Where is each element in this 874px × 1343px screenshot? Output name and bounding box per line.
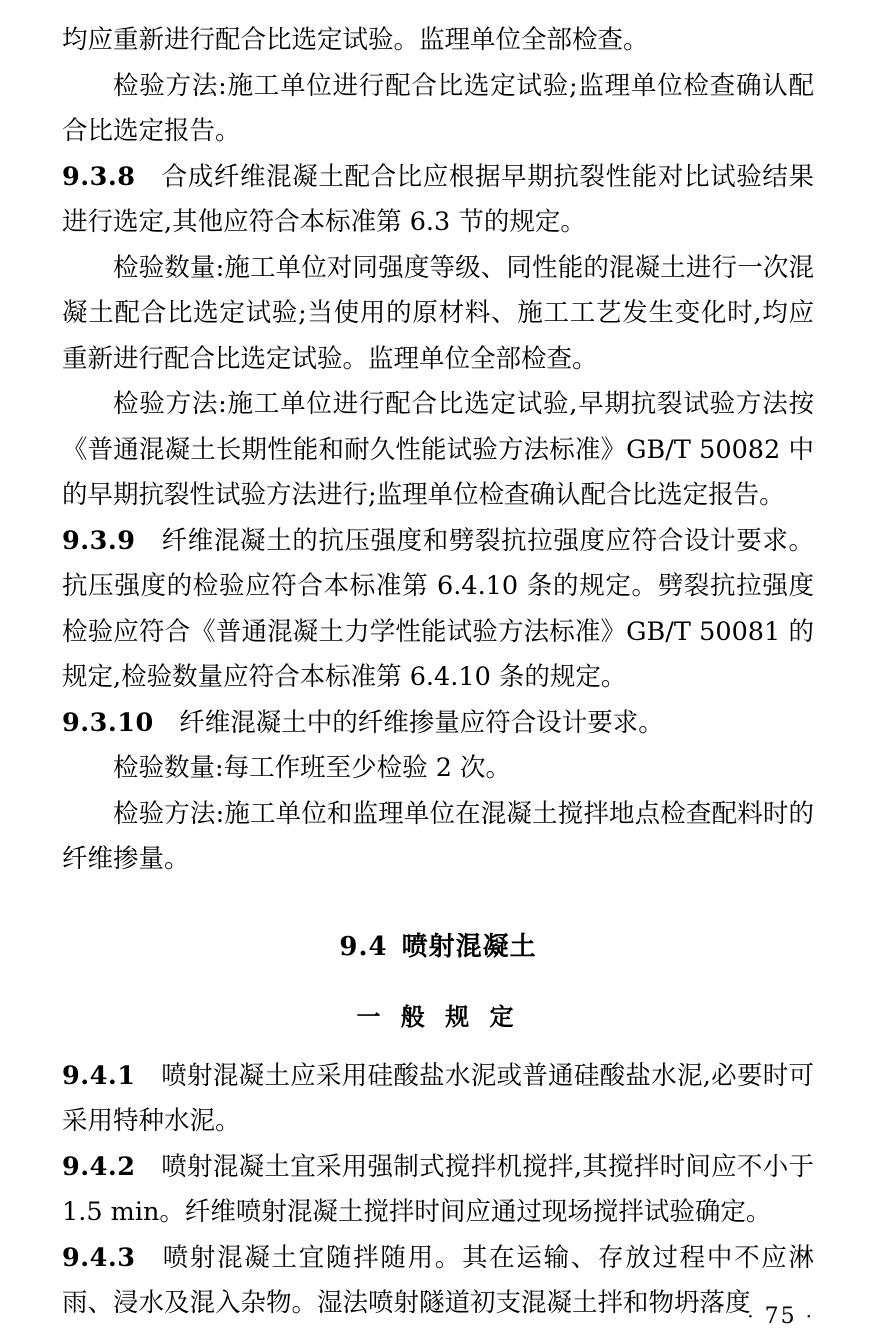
clause-text-9-4-1: 喷射混凝土应采用硅酸盐水泥或普通硅酸盐水泥,必要时可采用特种水泥。 (62, 1060, 814, 1136)
clause-9-3-8 (62, 155, 814, 246)
clause-text-9-3-9: 纤维混凝土的抗压强度和劈裂抗拉强度应符合设计要求。抗压强度的检验应符合本标准第 6.4.10 条的规定。劈裂抗拉强度检验应符合《普通混凝土力学性能试验方法标准》GB/T 50081 的规定,检验数量应符合本标准第 6.4.10 条的规定。 (62, 525, 814, 692)
clause-9-4-3 (62, 1236, 814, 1327)
paragraph-inspection-quantity-2: 检验数量:每工作班至少检验 2 次。 (113, 753, 512, 783)
clause-number-9-4-2: 9.4.2 (62, 1151, 136, 1182)
clause-number-9-4-3: 9.4.3 (62, 1242, 136, 1273)
footer-right-dot: · (805, 1304, 814, 1328)
clause-text-9-4-2: 喷射混凝土宜采用强制式搅拌机搅拌,其搅拌时间应不小于 1.5 min。纤维喷射混凝土搅拌时间应通过现场搅拌试验确定。 (62, 1151, 814, 1227)
section-heading-9-4 (62, 925, 814, 971)
clause-number-9-3-8: 9.3.8 (62, 161, 136, 192)
paragraph-continuation: 均应重新进行配合比选定试验。监理单位全部检查。 (62, 25, 649, 55)
footer-left-dot: · (747, 1304, 756, 1328)
clause-9-4-1 (62, 1054, 814, 1145)
clause-text-9-3-8: 合成纤维混凝土配合比应根据早期抗裂性能对比试验结果进行选定,其他应符合本标准第 6.3 节的规定。 (62, 161, 814, 237)
paragraph-inspection-method-2: 检验方法:施工单位进行配合比选定试验,早期抗裂试验方法按《普通混凝土长期性能和耐久性能试验方法标准》GB/T 50082 中的早期抗裂性试验方法进行;监理单位检查确认配合比选定报告。 (62, 389, 814, 510)
clause-text-9-3-10: 纤维混凝土中的纤维掺量应符合设计要求。 (179, 707, 664, 738)
page-footer (747, 1304, 814, 1329)
clause-text-9-4-3: 喷射混凝土宜随拌随用。其在运输、存放过程中不应淋雨、浸水及混入杂物。湿法喷射隧道初支混凝土拌和物坍落度 (62, 1242, 814, 1318)
clause-number-9-4-1: 9.4.1 (62, 1060, 136, 1091)
section-title-text: 喷射混凝土 (401, 931, 537, 962)
clause-number-9-3-9: 9.3.9 (62, 525, 136, 556)
clause-9-3-9 (62, 519, 814, 701)
clause-9-4-2 (62, 1145, 814, 1236)
paragraph-inspection-method-1: 检验方法:施工单位进行配合比选定试验;监理单位检查确认配合比选定报告。 (62, 70, 814, 146)
page-body (62, 18, 814, 1327)
clause-number-9-3-10: 9.3.10 (62, 707, 154, 738)
paragraph-inspection-method-3: 检验方法:施工单位和监理单位在混凝土搅拌地点检查配料时的纤维掺量。 (62, 798, 814, 874)
section-number: 9.4 (339, 931, 388, 962)
subsection-heading-general: 一 般 规 定 (356, 1002, 520, 1031)
page-number: 75 (764, 1304, 797, 1329)
clause-9-3-10 (62, 701, 814, 747)
paragraph-inspection-quantity-1: 检验数量:施工单位对同强度等级、同性能的混凝土进行一次混凝土配合比选定试验;当使用的原材料、施工工艺发生变化时,均应重新进行配合比选定试验。监理单位全部检查。 (62, 252, 814, 374)
